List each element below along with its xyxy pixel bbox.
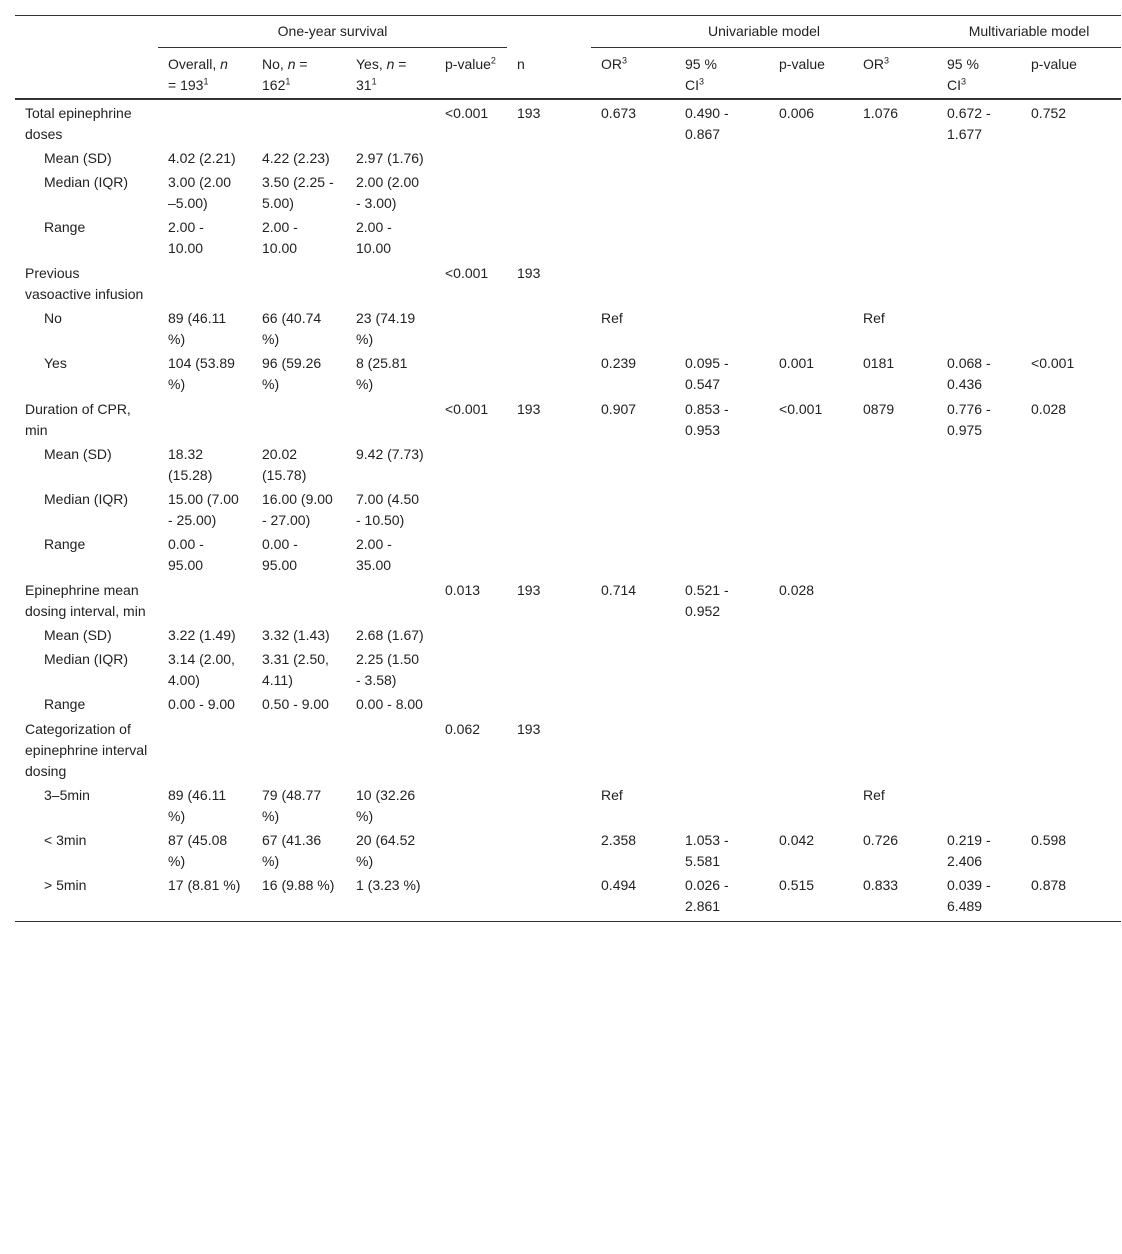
cell-yes: 2.97 (1.76) [356,150,424,166]
cell-p-uni [769,170,853,215]
cell-p-uni [769,716,853,783]
cell-p-value [435,170,507,215]
cell-or-multi: Ref [863,310,885,326]
row-label: Duration of CPR, min [25,401,131,438]
cell-or-uni: 0.714 [601,582,637,598]
cell-yes [346,99,435,146]
cell-ci-uni: 0.026 - 2.861 [675,873,769,922]
cell-ci-multi [937,692,1021,716]
cell-overall: 17 (8.81 %) [158,873,252,922]
cell-p-value [435,215,507,260]
cell-no: 66 (40.74 %) [262,310,322,347]
table-row [15,306,1121,351]
cell-p-multi: 0.598 [1031,832,1067,848]
cell-p-value [435,487,507,532]
cell-or-multi [853,215,937,260]
cell-yes: 2.00 - 10.00 [356,219,392,256]
cell-yes: 2.68 (1.67) [356,627,424,643]
cell-or-uni [591,215,675,260]
cell-ci-uni [675,306,769,351]
cell-ci-multi: 0.039 - 6.489 [937,873,1021,922]
column-header-p-value: p-value$^2$ [435,48,507,100]
table-row [15,99,1121,146]
table-row [15,260,1121,306]
cell-or-uni: 0.907 [601,401,637,417]
group-univariable-model: Univariable model [591,16,937,48]
cell-ci-uni [675,215,769,260]
cell-overall: 3.00 (2.00 –5.00) [168,174,232,211]
cell-p-uni: 0.001 [779,355,815,371]
cell-ci-multi: 0.068 - 0.436 [947,355,991,392]
cell-or-multi [853,260,937,306]
cell-p-uni [769,442,853,487]
cell-no: 96 (59.26 %) [262,355,322,392]
cell-no: 4.22 (2.23) [262,150,330,166]
footnote-marker: 3 [699,76,705,87]
column-header-variable [15,48,158,100]
cell-ci-multi [937,623,1021,647]
column-header-or-uni: $OR^3$ [591,48,675,100]
cell-ci-uni [675,716,769,783]
cell-no: 16 (9.88 %) [252,873,346,922]
cell-ci-uni [675,170,769,215]
cell-yes: 2.00 (2.00 - 3.00) [356,174,420,211]
cell-p-value [435,306,507,351]
row-label: No [44,310,62,326]
cell-ci-uni: 0.490 - 0.867 [685,105,729,142]
cell-n [507,306,591,351]
cell-p-multi: 0.028 [1031,401,1067,417]
cell-no [252,396,346,442]
row-label: Range [44,536,86,552]
cell-yes: 7.00 (4.50 - 10.50) [356,491,420,528]
cell-no: 3.50 (2.25 - 5.00) [262,174,334,211]
cell-yes [346,260,435,306]
cell-p-multi [1021,146,1121,170]
column-header-ci-uni: 95 % $CI^3$ [675,48,769,100]
cell-p-multi [1021,577,1121,623]
cell-or-multi: 0.833 [853,873,937,922]
cell-p-value: <0.001 [445,105,489,121]
cell-ci-uni: 0.095 - 0.547 [685,355,729,392]
cell-no [252,577,346,623]
cell-p-multi: <0.001 [1031,355,1075,371]
cell-or-multi [853,146,937,170]
cell-or-uni: 2.358 [601,832,637,848]
results-table [15,15,1121,922]
cell-or-multi [853,647,937,692]
cell-or-multi: Ref [863,787,885,803]
row-label: Categorization of epinephrine interval dosing [25,721,148,779]
cell-no: 2.00 - 10.00 [262,219,298,256]
cell-or-multi [853,487,937,532]
cell-yes [346,577,435,623]
cell-n [507,828,591,873]
cell-ci-multi [937,260,1021,306]
column-header-no: No, n = $162^1$ [252,48,346,100]
cell-ci-multi [937,647,1021,692]
cell-n [507,873,591,922]
cell-p-uni [769,487,853,532]
cell-n [507,783,591,828]
cell-p-uni [769,783,853,828]
cell-or-uni [591,623,675,647]
cell-or-uni: 0.673 [601,105,637,121]
cell-or-uni [591,260,675,306]
cell-overall: 15.00 (7.00 - 25.00) [168,491,239,528]
cell-or-multi [853,692,937,716]
table-row [15,351,1121,396]
cell-n: 193 [517,265,541,281]
cell-no [252,260,346,306]
cell-p-uni [769,692,853,716]
cell-p-value [435,828,507,873]
row-label: Total epinephrine doses [25,105,132,142]
cell-or-multi: 0879 [863,401,895,417]
row-label: Epinephrine mean dosing interval, min [25,582,146,619]
cell-no: 16.00 (9.00 - 27.00) [262,491,333,528]
cell-ci-multi [937,215,1021,260]
footnote-marker: 1 [203,76,209,87]
cell-overall [158,716,252,783]
cell-ci-uni [675,692,769,716]
cell-n [507,647,591,692]
cell-p-value [435,692,507,716]
cell-n [507,170,591,215]
cell-or-multi [853,170,937,215]
cell-no: 67 (41.36 %) [262,832,322,869]
cell-or-uni [591,442,675,487]
cell-p-value [435,351,507,396]
table-row [15,146,1121,170]
cell-p-value [435,783,507,828]
cell-overall: 18.32 (15.28) [168,446,213,483]
cell-ci-multi [937,532,1021,577]
row-label: Mean (SD) [44,150,112,166]
cell-overall: 0.00 - 95.00 [168,536,204,573]
cell-p-uni [769,146,853,170]
cell-ci-multi: 0.219 - 2.406 [947,832,991,869]
cell-yes: 10 (32.26 %) [356,787,416,824]
cell-n: 193 [517,105,541,121]
column-header-yes: Yes, n = $31^1$ [346,48,435,100]
table-body [15,99,1121,922]
cell-p-value [435,146,507,170]
cell-overall: 0.00 - 9.00 [168,696,235,712]
table-row [15,532,1121,577]
cell-no: 3.31 (2.50, 4.11) [262,651,329,688]
cell-no: 0.00 - 95.00 [262,536,298,573]
row-label: Mean (SD) [44,627,112,643]
cell-p-multi [1021,170,1121,215]
table-row [15,396,1121,442]
table-row [15,170,1121,215]
cell-ci-uni [675,442,769,487]
cell-or-uni [591,146,675,170]
cell-p-multi [1021,215,1121,260]
cell-p-value: 0.062 [445,721,481,737]
cell-n [507,146,591,170]
table-row [15,623,1121,647]
cell-or-uni: Ref [601,787,623,803]
cell-p-multi [1021,487,1121,532]
table-row [15,487,1121,532]
cell-ci-multi [937,577,1021,623]
cell-ci-multi [937,442,1021,487]
cell-overall: 3.22 (1.49) [168,627,236,643]
cell-ci-uni [675,532,769,577]
column-header-or-multi: $OR^3$ [853,48,937,100]
cell-ci-uni: 0.853 - 0.953 [685,401,729,438]
cell-or-multi [853,716,937,783]
cell-n [507,623,591,647]
cell-n [507,692,591,716]
cell-yes: 0.00 - 8.00 [356,696,423,712]
cell-or-uni [591,647,675,692]
cell-p-uni: 0.042 [779,832,815,848]
cell-p-value: 0.013 [445,582,481,598]
cell-p-multi [1021,532,1121,577]
group-one-year-survival: One-year survival [158,16,507,48]
cell-n [507,351,591,396]
cell-ci-uni [675,146,769,170]
cell-or-multi [853,623,937,647]
cell-or-uni [591,532,675,577]
footnote-marker: 3 [961,76,967,87]
cell-overall [158,577,252,623]
cell-no: 0.50 - 9.00 [262,696,329,712]
cell-yes [346,396,435,442]
cell-p-uni [769,532,853,577]
cell-ci-multi: 0.672 - 1.677 [947,105,991,142]
cell-p-multi [1021,716,1121,783]
cell-ci-uni [675,783,769,828]
table-row [15,716,1121,783]
footnote-marker: 2 [490,55,496,66]
cell-ci-uni: 0.521 - 0.952 [685,582,729,619]
footnote-marker: 3 [884,55,890,66]
group-multivariable-model: Multivariable model [937,16,1121,48]
column-header-overall: Overall, n = $193^1$ [158,48,252,100]
cell-p-multi [1021,783,1121,828]
group-header-row [15,16,1121,48]
cell-ci-multi [937,170,1021,215]
cell-n [507,442,591,487]
cell-or-uni: Ref [601,310,623,326]
cell-or-multi [853,442,937,487]
cell-ci-multi [937,716,1021,783]
cell-p-multi [1021,260,1121,306]
row-label: Range [44,696,86,712]
cell-no [252,99,346,146]
table-row [15,783,1121,828]
cell-or-uni [591,170,675,215]
cell-p-uni: 0.515 [769,873,853,922]
cell-p-value [435,873,507,922]
cell-p-uni [769,647,853,692]
cell-p-value [435,442,507,487]
cell-p-value [435,623,507,647]
cell-yes: 23 (74.19 %) [356,310,416,347]
table-row [15,215,1121,260]
row-label: 3–5min [44,787,90,803]
cell-ci-multi: 0.776 - 0.975 [947,401,991,438]
cell-p-value: <0.001 [445,401,489,417]
row-label: Median (IQR) [44,491,129,507]
table-row [15,442,1121,487]
cell-yes: 2.25 (1.50 - 3.58) [356,651,420,688]
cell-or-uni [591,692,675,716]
cell-p-value [435,532,507,577]
cell-overall [158,260,252,306]
cell-yes: 2.00 - 35.00 [356,536,392,573]
cell-yes: 9.42 (7.73) [356,446,424,462]
cell-no: 79 (48.77 %) [262,787,322,824]
footnote-marker: 1 [285,76,291,87]
table-row [15,577,1121,623]
cell-no [252,716,346,783]
cell-yes: 1 (3.23 %) [346,873,435,922]
row-label: Previous vasoactive infusion [25,265,144,302]
row-label: Mean (SD) [44,446,112,462]
cell-p-multi [1021,692,1121,716]
column-header-p-uni: p-value [769,48,853,100]
cell-p-uni [769,260,853,306]
cell-ci-uni [675,623,769,647]
table-row [15,692,1121,716]
cell-ci-multi [937,487,1021,532]
cell-overall: 89 (46.11 %) [168,310,227,347]
cell-p-multi: 0.878 [1021,873,1121,922]
row-label: > 5min [15,873,158,922]
table-row [15,828,1121,873]
table-row [15,647,1121,692]
cell-or-multi: 0181 [863,355,895,371]
cell-overall: 87 (45.08 %) [168,832,228,869]
cell-yes: 20 (64.52 %) [356,832,416,869]
table-row [15,873,1121,922]
column-header-row [15,48,1121,100]
cell-n [507,532,591,577]
cell-n: 193 [517,582,541,598]
column-header-ci-multi: 95 % $CI^3$ [937,48,1021,100]
cell-p-multi [1021,647,1121,692]
cell-ci-uni [675,647,769,692]
cell-or-uni [591,487,675,532]
cell-ci-uni [675,487,769,532]
cell-p-uni [769,215,853,260]
cell-no: 3.32 (1.43) [262,627,330,643]
cell-p-uni: 0.006 [779,105,815,121]
cell-ci-uni [675,260,769,306]
cell-overall: 89 (46.11 %) [168,787,227,824]
cell-ci-multi [937,306,1021,351]
cell-n: 193 [517,401,541,417]
cell-p-value [435,647,507,692]
cell-overall [158,99,252,146]
cell-yes: 8 (25.81 %) [356,355,408,392]
cell-ci-multi [937,146,1021,170]
cell-or-multi [853,532,937,577]
column-header-n: n [507,48,591,100]
cell-ci-multi [937,783,1021,828]
cell-or-uni: 0.239 [601,355,637,371]
cell-p-value: <0.001 [445,265,489,281]
cell-or-uni: 0.494 [591,873,675,922]
cell-p-multi [1021,306,1121,351]
cell-p-multi: 0.752 [1031,105,1067,121]
cell-p-multi [1021,442,1121,487]
cell-or-uni [591,716,675,783]
cell-or-multi: 0.726 [863,832,899,848]
cell-overall: 4.02 (2.21) [168,150,236,166]
footnote-marker: 3 [622,55,628,66]
cell-or-multi: 1.076 [863,105,899,121]
column-header-p-multi: p-value [1021,48,1121,100]
cell-p-uni [769,306,853,351]
cell-overall: 2.00 - 10.00 [168,219,204,256]
cell-overall: 3.14 (2.00, 4.00) [168,651,235,688]
cell-n: 193 [517,721,541,737]
footnote-marker: 1 [371,76,377,87]
cell-ci-uni: 1.053 - 5.581 [685,832,729,869]
cell-n [507,487,591,532]
row-label: Median (IQR) [44,174,129,190]
cell-or-multi [853,577,937,623]
row-label: Median (IQR) [44,651,129,667]
empty-corner [15,16,158,48]
cell-p-uni [769,623,853,647]
cell-p-multi [1021,623,1121,647]
cell-p-uni: 0.028 [779,582,815,598]
row-label: Range [44,219,86,235]
cell-p-uni: <0.001 [779,401,823,417]
row-label: Yes [44,355,67,371]
cell-overall [158,396,252,442]
row-label: < 3min [44,832,87,848]
cell-yes [346,716,435,783]
cell-overall: 104 (53.89 %) [168,355,235,392]
cell-n [507,215,591,260]
cell-no: 20.02 (15.78) [262,446,307,483]
